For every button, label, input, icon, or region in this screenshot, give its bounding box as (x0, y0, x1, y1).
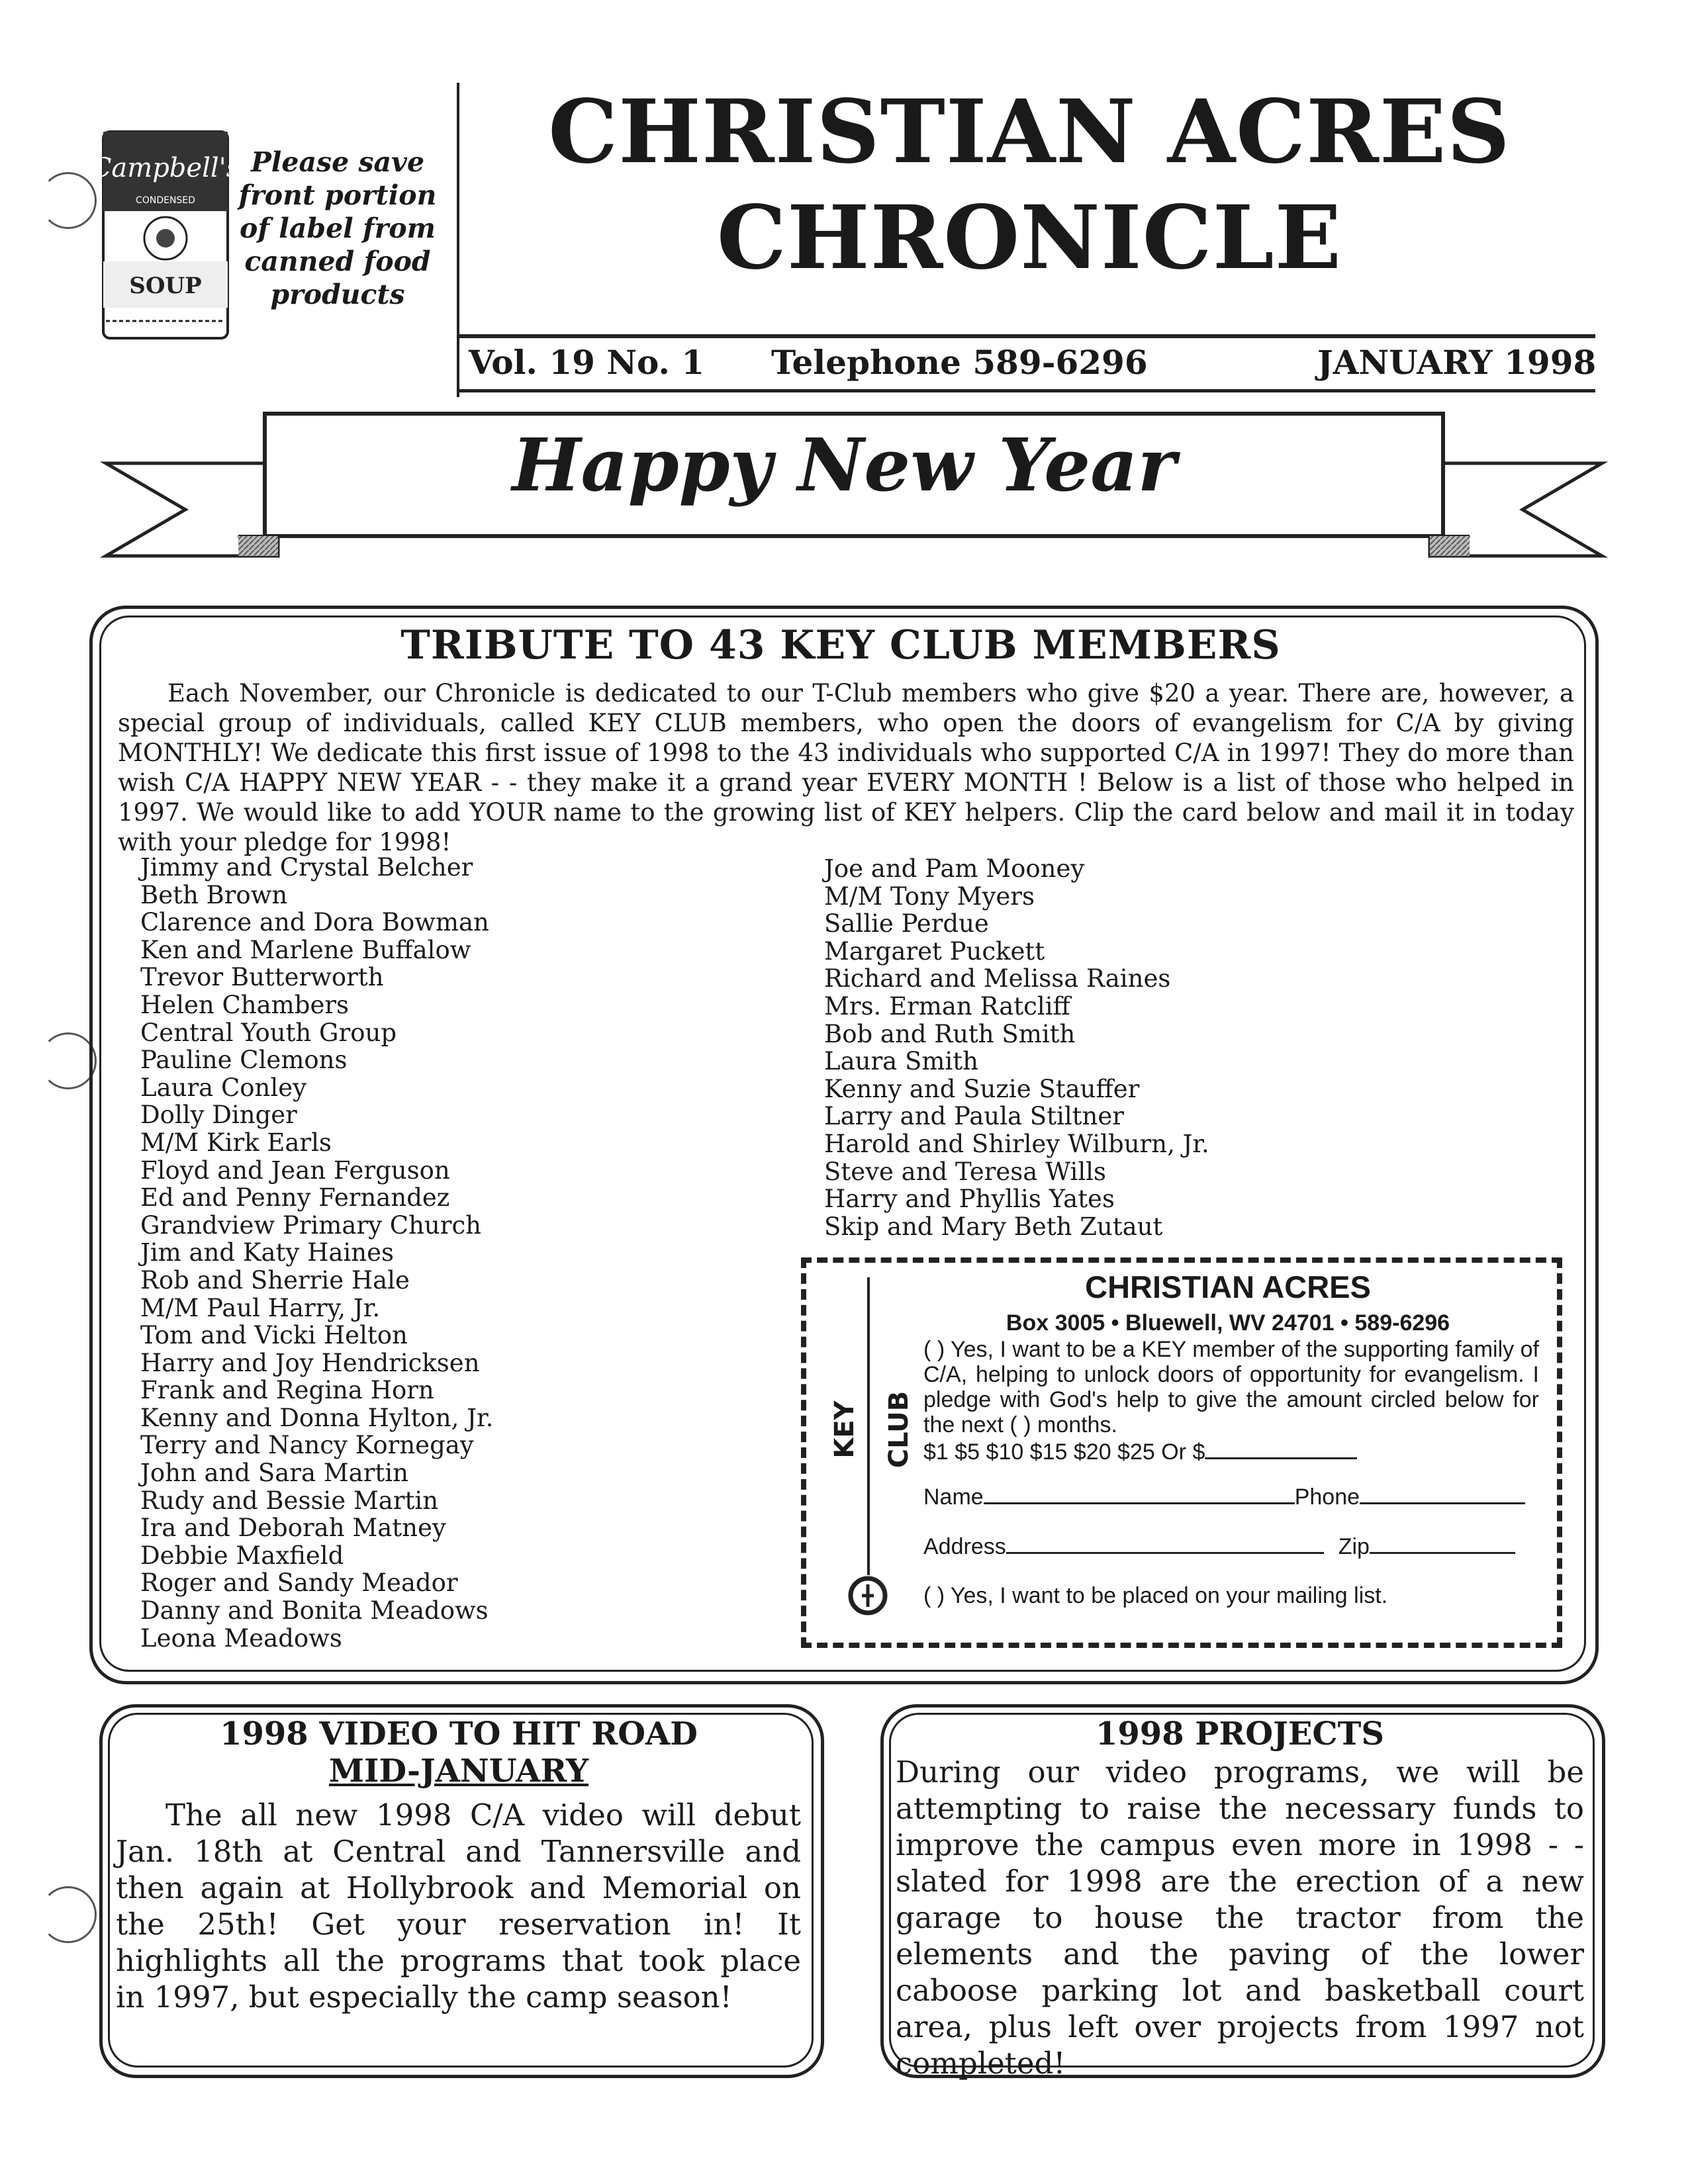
svg-text:SOUP: SOUP (129, 273, 202, 299)
label-note-line: front portion (238, 179, 437, 211)
amount-options: $1 $5 $10 $15 $20 $25 Or $ (923, 1439, 1205, 1465)
video-heading-line: MID-JANUARY (328, 1752, 589, 1790)
video-text: The all new 1998 C/A video will debut Jan. 18th at Central and Tannersville and then again at Hollybrook and Memorial on the 25th! Get your reservation in! It highlights all the programs that took place in 1997, but especially the camp season! (116, 1797, 801, 2015)
key-member-name: M/M Kirk Earls (140, 1128, 332, 1157)
banner-text: Happy New Year (512, 422, 1176, 508)
key-member-name: Ken and Marlene Buffalow (140, 935, 471, 964)
zip-line[interactable] (1370, 1532, 1515, 1554)
key-member-name: Sallie Perdue (824, 909, 989, 938)
key-member-name: Roger and Sandy Meador (140, 1569, 458, 1598)
key-member-name: Harry and Phyllis Yates (824, 1185, 1115, 1214)
label-note-line: Please save (250, 146, 425, 178)
key-member-list-right (824, 855, 1486, 1240)
label-note-line: of label from (240, 212, 436, 244)
key-member-name: Leona Meadows (140, 1623, 342, 1653)
key-member-name: Debbie Maxfield (140, 1541, 344, 1570)
key-member-name: M/M Tony Myers (824, 882, 1035, 911)
key-member-name: Jim and Katy Haines (140, 1238, 394, 1267)
soup-can-icon (91, 129, 240, 341)
key-member-name: Skip and Mary Beth Zutaut (824, 1212, 1163, 1241)
projects-paragraph: During our video programs, we will be attempting to raise the necessary funds to improve the campus even more in 1998 - - slated for 1998 are the erection of a new garage to house the tractor from the elements and the paving of the lower caboose parking lot and basketball court area, plus left over projects from 1997 not completed! (896, 1754, 1584, 2081)
label-note-line: products (270, 279, 405, 310)
label-save-note (238, 146, 437, 311)
tribute-heading: TRIBUTE TO 43 KEY CLUB MEMBERS (400, 622, 1281, 668)
svg-text:Campbell's: Campbell's (91, 153, 240, 183)
video-paragraph (116, 1797, 801, 2015)
key-member-name: Terry and Nancy Kornegay (140, 1431, 474, 1460)
zip-label: Zip (1338, 1534, 1370, 1559)
tribute-paragraph (118, 678, 1574, 857)
card-title: CHRISTIAN ACRES (1085, 1269, 1371, 1304)
other-amount-line[interactable] (1205, 1437, 1357, 1459)
key-label: KEY (829, 1400, 860, 1459)
key-member-name: Clarence and Dora Bowman (140, 908, 489, 937)
name-field[interactable] (923, 1482, 1539, 1510)
address-line[interactable] (1006, 1532, 1324, 1554)
key-member-name: Beth Brown (140, 880, 288, 909)
key-member-name: Floyd and Jean Ferguson (140, 1156, 450, 1185)
address-field[interactable] (923, 1532, 1539, 1559)
issue-date: JANUARY 1998 (1317, 343, 1597, 382)
video-heading (108, 1715, 810, 1790)
key-member-name: Ira and Deborah Matney (140, 1514, 446, 1543)
key-member-name: Rob and Sherrie Hale (140, 1265, 410, 1295)
card-address: Box 3005 • Bluewell, WV 24701 • 589-6296 (1006, 1310, 1450, 1336)
key-member-name: Jimmy and Crystal Belcher (140, 853, 473, 882)
masthead-rule (457, 334, 1595, 338)
key-member-name: Helen Chambers (140, 990, 350, 1019)
address-label: Address (923, 1534, 1006, 1559)
key-member-name: Rudy and Bessie Martin (140, 1486, 439, 1515)
key-member-name: Mrs. Erman Ratcliff (824, 991, 1070, 1021)
key-member-name: Joe and Pam Mooney (824, 854, 1085, 883)
key-member-name: Danny and Bonita Meadows (140, 1596, 489, 1625)
name-label: Name (923, 1484, 984, 1510)
masthead-divider (457, 83, 459, 397)
phone-line[interactable] (1360, 1482, 1525, 1504)
key-member-name: Ed and Penny Fernandez (140, 1183, 450, 1212)
key-member-name: Steve and Teresa Wills (824, 1157, 1106, 1186)
phone-label: Phone (1294, 1484, 1360, 1510)
key-member-name: Kenny and Suzie Stauffer (824, 1074, 1140, 1103)
volume-number: Vol. 19 No. 1 (469, 343, 705, 382)
binder-hole (40, 1032, 97, 1089)
key-member-name: Grandview Primary Church (140, 1210, 482, 1240)
key-member-name: Margaret Puckett (824, 936, 1045, 966)
key-member-name: Central Youth Group (140, 1018, 397, 1047)
key-member-name: Trevor Butterworth (140, 963, 384, 992)
newsletter-title (463, 79, 1595, 291)
key-member-list-left (140, 854, 802, 1652)
key-member-name: Laura Smith (824, 1047, 978, 1076)
telephone: Telephone 589-6296 (771, 343, 1148, 382)
key-member-name: Dolly Dinger (140, 1101, 297, 1130)
key-member-name: Bob and Ruth Smith (824, 1019, 1076, 1048)
key-member-name: Harry and Joy Hendricksen (140, 1348, 480, 1377)
binder-hole (40, 172, 97, 229)
video-heading-line: 1998 VIDEO TO HIT ROAD (220, 1715, 698, 1752)
mailing-list-checkbox[interactable]: ( ) Yes, I want to be placed on your mailing list. (923, 1583, 1388, 1608)
key-member-name: Richard and Melissa Raines (824, 964, 1171, 993)
title-line: CHRONICLE (716, 187, 1342, 289)
projects-heading: 1998 PROJECTS (1096, 1715, 1384, 1752)
club-label: CLUB (884, 1390, 914, 1469)
card-divider (867, 1277, 870, 1575)
key-member-name: Harold and Shirley Wilburn, Jr. (824, 1129, 1209, 1158)
key-member-name: M/M Paul Harry, Jr. (140, 1293, 381, 1322)
masthead-rule (457, 389, 1595, 392)
binder-hole (40, 1886, 97, 1943)
key-member-name: John and Sara Martin (140, 1459, 408, 1488)
key-member-name: Laura Conley (140, 1073, 307, 1102)
key-member-name: Larry and Paula Stiltner (824, 1102, 1124, 1131)
title-line: CHRISTIAN ACRES (548, 81, 1511, 183)
key-icon (846, 1574, 890, 1617)
label-note-line: canned food (244, 246, 431, 277)
name-line[interactable] (984, 1482, 1295, 1504)
key-member-name: Frank and Regina Horn (140, 1376, 434, 1405)
key-member-name: Tom and Vicki Helton (140, 1321, 408, 1350)
key-member-name: Kenny and Donna Hylton, Jr. (140, 1403, 494, 1432)
key-member-name: Pauline Clemons (140, 1046, 348, 1075)
pledge-checkbox-text[interactable]: ( ) Yes, I want to be a KEY member of the supporting family of C/A, helping to unlock doors of opportunity for evangelism. I pledge with God's help to give the amount circled below for the next ( ) months. (923, 1337, 1539, 1437)
pledge-amounts[interactable] (923, 1437, 1539, 1465)
svg-text:CONDENSED: CONDENSED (136, 195, 195, 206)
tribute-text: Each November, our Chronicle is dedicated to our T-Club members who give $20 a year. There are, however, a special group of individuals, called KEY CLUB members, who open the doors of evangelism for C/A by giving MONTHLY! We dedicate this first issue of 1998 to the 43 individuals who supported C/A in 1997! They do more than wish C/A HAPPY NEW YEAR - - they make it a grand year EVERY MONTH ! Below is a list of those who helped in 1997. We would like to add YOUR name to the growing list of KEY helpers. Clip the card below and mail it in today with your pledge for 1998! (118, 679, 1574, 856)
